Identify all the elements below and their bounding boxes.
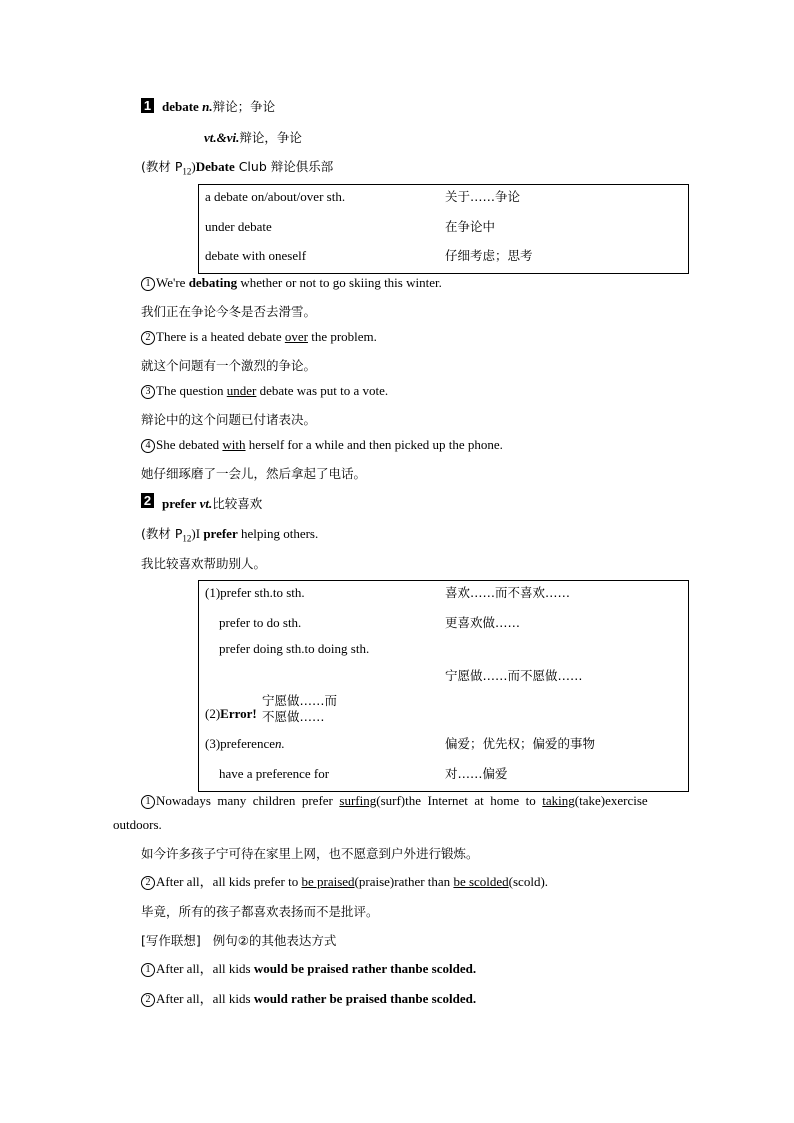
example-sentence: 2 After all，all kids prefer to be praised(praise)rather than be scolded(scold). — [141, 874, 548, 890]
debate-verb-meaning — [204, 130, 302, 146]
phrase-cn: 仔细考虑；思考 — [445, 248, 533, 263]
prefer-phrase-box — [198, 580, 689, 792]
example-translation: 我们正在争论今冬是否去滑雪。 — [141, 304, 317, 319]
phrase-en: prefer doing sth.to doing sth. — [219, 641, 370, 656]
phrase-en: debate with oneself — [205, 248, 307, 263]
section-number-2: 2 — [141, 493, 154, 508]
phrase-cn: 对……偏爱 — [445, 766, 508, 781]
phrase-cn: 偏爱；优先权；偏爱的事物 — [445, 736, 596, 751]
headword: prefer — [162, 496, 197, 511]
example-translation: 如今许多孩子宁可待在家里上网，也不愿意到户外进行锻炼。 — [141, 846, 479, 861]
part-of-speech: n. — [202, 99, 213, 114]
example-sentence: 3 The question under debate was put to a vote. — [141, 383, 388, 399]
phrase-en: prefer to do sth. — [219, 615, 302, 630]
example-sentence: 1 We're debating whether or not to go skiing this winter. — [141, 275, 442, 291]
phrase-en: a debate on/about/over sth. — [205, 189, 346, 204]
phrase-en: have a preference for — [219, 766, 330, 781]
meaning: 辩论；争论 — [212, 99, 276, 114]
prefer-source: (教材 $P_{12})I$ prefer helping others. — [141, 526, 319, 544]
writing-association: [写作联想] 例句②的其他表达方式 — [141, 933, 337, 948]
phrase-cn-stacked-top: 宁愿做……而 — [262, 693, 338, 708]
example-translation: 她仔细琢磨了一会儿，然后拿起了电话。 — [141, 466, 367, 481]
meaning: 比较喜欢 — [212, 496, 263, 511]
phrase-cn: 更喜欢做…… — [445, 615, 521, 630]
alternative-expression: 2 After all，all kids would rather be praised thanbe scolded. — [141, 991, 476, 1007]
debate-source: (教材 $P_{12})Debate$ Club 辩论俱乐部 — [141, 159, 334, 177]
part-of-speech: vt. — [199, 496, 213, 511]
meaning: 辩论，争论 — [239, 130, 302, 145]
alternative-expression: 1 After all，all kids would be praised rather thanbe scolded. — [141, 961, 476, 977]
phrase-en: under debate — [205, 219, 272, 234]
phrase-en: (2)Error! — [205, 706, 257, 721]
phrase-cn: 宁愿做……而不愿做…… — [445, 668, 583, 683]
example-sentence: 4 She debated with herself for a while and then picked up the phone. — [141, 437, 503, 453]
example-sentence: 1 Nowadays many children prefer surfing(surf)the Internet at home to taking(take)exercise — [141, 793, 648, 809]
phrase-cn: 喜欢……而不喜欢…… — [445, 585, 571, 600]
example-translation: 毕竟，所有的孩子都喜欢表扬而不是批评。 — [141, 904, 379, 919]
part-of-speech: vt.&vi. — [204, 130, 240, 145]
debate-headword — [162, 99, 275, 115]
prefer-headword — [162, 496, 262, 512]
example-translation: 辩论中的这个问题已付诸表决。 — [141, 412, 317, 427]
phrase-en: (3)preferencen. — [205, 736, 285, 751]
example-translation: 就这个问题有一个激烈的争论。 — [141, 358, 317, 373]
phrase-en: (1)prefer sth.to sth. — [205, 585, 305, 600]
headword: debate — [162, 99, 199, 114]
phrase-cn: 关于……争论 — [445, 189, 521, 204]
example-sentence: 2 There is a heated debate over the problem. — [141, 329, 377, 345]
phrase-cn-stacked-bottom: 不愿做…… — [262, 709, 325, 724]
section-number-1: 1 — [141, 98, 154, 113]
prefer-source-translation: 我比较喜欢帮助别人。 — [141, 556, 267, 571]
phrase-cn: 在争论中 — [445, 219, 496, 234]
example-sentence-continuation: outdoors. — [113, 817, 162, 832]
